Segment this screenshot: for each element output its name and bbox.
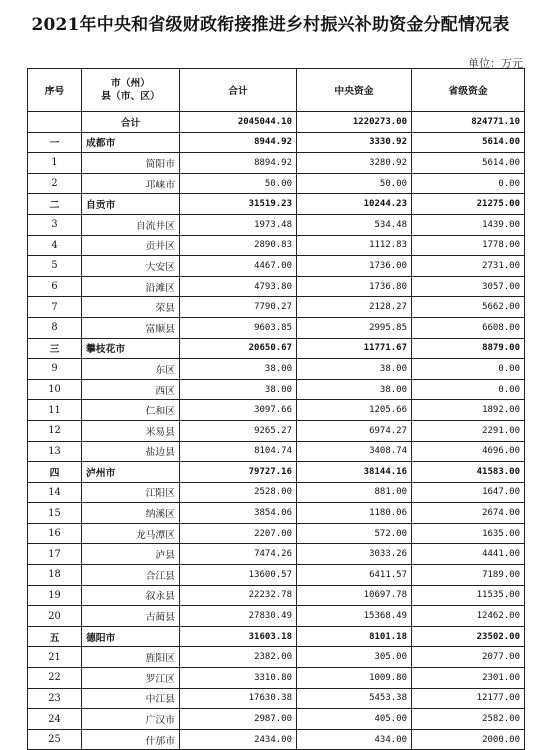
row-name: 自流井区 <box>82 214 180 235</box>
row-total: 8104.74 <box>180 441 297 462</box>
row-total: 31603.18 <box>180 626 297 647</box>
row-seq: 21 <box>28 647 82 668</box>
row-central: 1180.06 <box>297 503 412 524</box>
row-total: 2382.00 <box>180 647 297 668</box>
row-provincial: 12177.00 <box>412 688 525 709</box>
header-central: 中央资金 <box>297 69 412 112</box>
row-total: 17630.38 <box>180 688 297 709</box>
row-provincial: 0.00 <box>412 359 525 380</box>
total-central: 1220273.00 <box>297 112 412 133</box>
row-provincial: 2301.00 <box>412 668 525 689</box>
row-seq: 11 <box>28 400 82 421</box>
row-seq: 3 <box>28 214 82 235</box>
row-total: 22232.78 <box>180 585 297 606</box>
row-name: 合江县 <box>82 565 180 586</box>
row-provincial: 1778.00 <box>412 235 525 256</box>
row-name: 旌阳区 <box>82 647 180 668</box>
row-provincial: 12462.00 <box>412 606 525 627</box>
row-total: 2207.00 <box>180 523 297 544</box>
row-provincial: 4441.00 <box>412 544 525 565</box>
row-seq: 22 <box>28 668 82 689</box>
row-provincial: 8879.00 <box>412 338 525 359</box>
row-provincial: 2731.00 <box>412 256 525 277</box>
group-row <box>28 626 525 647</box>
row-seq: 8 <box>28 317 82 338</box>
row-central: 38144.16 <box>297 462 412 483</box>
group-row <box>28 132 525 153</box>
table-row <box>28 523 525 544</box>
row-seq: 二 <box>28 194 82 215</box>
row-total: 4467.00 <box>180 256 297 277</box>
table-header-row <box>28 69 525 112</box>
table-row <box>28 173 525 194</box>
row-provincial: 1647.00 <box>412 482 525 503</box>
table-row <box>28 482 525 503</box>
row-name: 简阳市 <box>82 153 180 174</box>
table-row <box>28 400 525 421</box>
row-seq: 15 <box>28 503 82 524</box>
row-provincial: 41583.00 <box>412 462 525 483</box>
table-row <box>28 503 525 524</box>
row-provincial: 3057.00 <box>412 276 525 297</box>
row-seq: 1 <box>28 153 82 174</box>
row-total: 79727.16 <box>180 462 297 483</box>
group-row <box>28 194 525 215</box>
table-row <box>28 379 525 400</box>
row-total: 2987.00 <box>180 709 297 730</box>
header-total: 合计 <box>180 69 297 112</box>
row-central: 2995.85 <box>297 317 412 338</box>
row-provincial: 1892.00 <box>412 400 525 421</box>
row-seq: 五 <box>28 626 82 647</box>
row-total: 3854.06 <box>180 503 297 524</box>
row-central: 15368.49 <box>297 606 412 627</box>
row-provincial: 21275.00 <box>412 194 525 215</box>
row-seq: 10 <box>28 379 82 400</box>
row-seq: 四 <box>28 462 82 483</box>
row-seq: 7 <box>28 297 82 318</box>
row-provincial: 1635.00 <box>412 523 525 544</box>
row-central: 2128.27 <box>297 297 412 318</box>
row-name: 攀枝花市 <box>82 338 180 359</box>
row-central: 5453.38 <box>297 688 412 709</box>
row-central: 38.00 <box>297 359 412 380</box>
row-provincial: 0.00 <box>412 379 525 400</box>
row-provincial: 2000.00 <box>412 729 525 750</box>
row-seq: 14 <box>28 482 82 503</box>
row-seq: 5 <box>28 256 82 277</box>
row-total: 3097.66 <box>180 400 297 421</box>
table-row <box>28 153 525 174</box>
row-total: 20650.67 <box>180 338 297 359</box>
row-central: 3330.92 <box>297 132 412 153</box>
row-total: 2434.00 <box>180 729 297 750</box>
header-provincial: 省级资金 <box>412 69 525 112</box>
table-row <box>28 235 525 256</box>
row-provincial: 0.00 <box>412 173 525 194</box>
table-row <box>28 585 525 606</box>
row-seq: 16 <box>28 523 82 544</box>
row-provincial: 7189.00 <box>412 565 525 586</box>
row-provincial: 5614.00 <box>412 153 525 174</box>
row-name: 江阳区 <box>82 482 180 503</box>
row-central: 1112.83 <box>297 235 412 256</box>
row-central: 8101.18 <box>297 626 412 647</box>
row-total: 50.00 <box>180 173 297 194</box>
table-row <box>28 276 525 297</box>
table-row <box>28 565 525 586</box>
row-central: 1736.80 <box>297 276 412 297</box>
row-name: 纳溪区 <box>82 503 180 524</box>
row-name: 自贡市 <box>82 194 180 215</box>
document-title: 2021年中央和省级财政衔接推进乡村振兴补助资金分配情况表 <box>31 15 510 35</box>
table-row <box>28 668 525 689</box>
row-central: 6974.27 <box>297 420 412 441</box>
row-name: 东区 <box>82 359 180 380</box>
row-central: 6411.57 <box>297 565 412 586</box>
row-provincial: 23502.00 <box>412 626 525 647</box>
row-seq: 4 <box>28 235 82 256</box>
table-row <box>28 709 525 730</box>
total-seq <box>28 112 82 133</box>
table-row <box>28 606 525 627</box>
row-provincial: 6608.00 <box>412 317 525 338</box>
row-total: 7474.26 <box>180 544 297 565</box>
group-row <box>28 462 525 483</box>
row-total: 9603.85 <box>180 317 297 338</box>
row-central: 1205.66 <box>297 400 412 421</box>
row-name: 泸州市 <box>82 462 180 483</box>
unit-label: 单位：万元 <box>468 57 523 70</box>
row-seq: 17 <box>28 544 82 565</box>
row-name: 龙马潭区 <box>82 523 180 544</box>
row-name: 盐边县 <box>82 441 180 462</box>
row-central: 3280.92 <box>297 153 412 174</box>
row-name: 德阳市 <box>82 626 180 647</box>
row-provincial: 1439.00 <box>412 214 525 235</box>
total-provincial: 824771.10 <box>412 112 525 133</box>
allocation-table <box>27 68 525 750</box>
table-row <box>28 317 525 338</box>
row-total: 3310.80 <box>180 668 297 689</box>
table-row <box>28 688 525 709</box>
row-central: 305.00 <box>297 647 412 668</box>
row-name: 米易县 <box>82 420 180 441</box>
row-provincial: 2291.00 <box>412 420 525 441</box>
row-central: 3033.26 <box>297 544 412 565</box>
header-region-line1: 市（州） <box>110 78 151 89</box>
row-seq: 20 <box>28 606 82 627</box>
row-central: 881.00 <box>297 482 412 503</box>
row-provincial: 5662.00 <box>412 297 525 318</box>
row-name: 西区 <box>82 379 180 400</box>
header-seq: 序号 <box>28 69 82 112</box>
row-total: 38.00 <box>180 359 297 380</box>
row-seq: 2 <box>28 173 82 194</box>
row-total: 4793.80 <box>180 276 297 297</box>
table-row <box>28 256 525 277</box>
row-name: 富顺县 <box>82 317 180 338</box>
row-total: 1973.48 <box>180 214 297 235</box>
row-name: 荣县 <box>82 297 180 318</box>
row-seq: 25 <box>28 729 82 750</box>
header-region <box>82 69 180 112</box>
row-name: 泸县 <box>82 544 180 565</box>
row-seq: 6 <box>28 276 82 297</box>
total-row <box>28 112 525 133</box>
row-total: 31519.23 <box>180 194 297 215</box>
row-central: 10697.78 <box>297 585 412 606</box>
row-total: 2528.00 <box>180 482 297 503</box>
row-total: 38.00 <box>180 379 297 400</box>
row-central: 1009.80 <box>297 668 412 689</box>
row-name: 沿滩区 <box>82 276 180 297</box>
table-row <box>28 647 525 668</box>
row-total: 2890.83 <box>180 235 297 256</box>
row-total: 8894.92 <box>180 153 297 174</box>
row-total: 27830.49 <box>180 606 297 627</box>
row-provincial: 2077.00 <box>412 647 525 668</box>
row-seq: 三 <box>28 338 82 359</box>
row-name: 罗江区 <box>82 668 180 689</box>
row-central: 405.00 <box>297 709 412 730</box>
row-name: 中江县 <box>82 688 180 709</box>
row-central: 50.00 <box>297 173 412 194</box>
row-provincial: 11535.00 <box>412 585 525 606</box>
table-row <box>28 729 525 750</box>
row-name: 古蔺县 <box>82 606 180 627</box>
row-seq: 23 <box>28 688 82 709</box>
group-row <box>28 338 525 359</box>
row-total: 13600.57 <box>180 565 297 586</box>
row-seq: 13 <box>28 441 82 462</box>
row-seq: 9 <box>28 359 82 380</box>
row-provincial: 2582.00 <box>412 709 525 730</box>
row-seq: 一 <box>28 132 82 153</box>
row-name: 大安区 <box>82 256 180 277</box>
row-provincial: 5614.00 <box>412 132 525 153</box>
row-seq: 19 <box>28 585 82 606</box>
table-row <box>28 441 525 462</box>
row-name: 叙永县 <box>82 585 180 606</box>
table-row <box>28 420 525 441</box>
total-name: 合计 <box>82 112 180 133</box>
row-seq: 24 <box>28 709 82 730</box>
table-row <box>28 297 525 318</box>
row-total: 9265.27 <box>180 420 297 441</box>
row-central: 10244.23 <box>297 194 412 215</box>
row-provincial: 2674.00 <box>412 503 525 524</box>
row-name: 邛崃市 <box>82 173 180 194</box>
row-name: 仁和区 <box>82 400 180 421</box>
row-name: 成都市 <box>82 132 180 153</box>
row-central: 572.00 <box>297 523 412 544</box>
row-name: 贡井区 <box>82 235 180 256</box>
total-total: 2045044.10 <box>180 112 297 133</box>
row-seq: 12 <box>28 420 82 441</box>
row-total: 8944.92 <box>180 132 297 153</box>
row-total: 7790.27 <box>180 297 297 318</box>
row-central: 1736.00 <box>297 256 412 277</box>
row-central: 434.00 <box>297 729 412 750</box>
table-row <box>28 359 525 380</box>
row-name: 什邡市 <box>82 729 180 750</box>
row-name: 广汉市 <box>82 709 180 730</box>
table-row <box>28 214 525 235</box>
row-seq: 18 <box>28 565 82 586</box>
row-central: 534.48 <box>297 214 412 235</box>
table-row <box>28 544 525 565</box>
row-provincial: 4696.00 <box>412 441 525 462</box>
row-central: 38.00 <box>297 379 412 400</box>
row-central: 11771.67 <box>297 338 412 359</box>
header-region-line2: 县（市、区） <box>101 91 160 102</box>
row-central: 3408.74 <box>297 441 412 462</box>
